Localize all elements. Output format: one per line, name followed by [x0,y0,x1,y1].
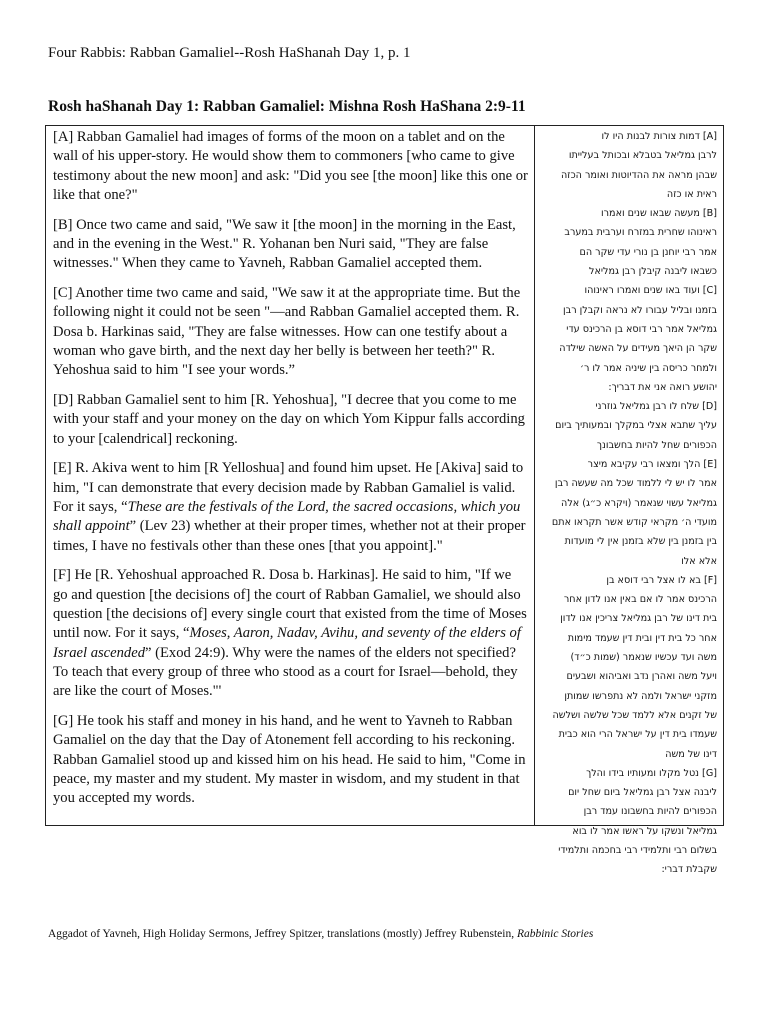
hebrew-line: של זקנים אלא ללמד שכל שלשה ושלשה [552,709,717,721]
paragraph-f-text: [F] He [R. Yehoshual approached R. Dosa b. Harkinas]. He said to him, "If we go and question [the decisions of] the court of Rabban Gamaliel, we should also question [the decisions of] every single court that existed from the time of Moses until now. For it says, “ [53,567,527,642]
hebrew-line: גמליאל עשוי שנאמר (ויקרא כ״ג) אלה [561,497,717,509]
hebrew-line: כשבאו ליבנה קיבלן רבן גמליאל [589,266,717,278]
english-translation-column [46,126,535,825]
paragraph-c: [C] Another time two came and said, "We saw it at the appropriate time. But the following night it could not be seen "—and Rabban Gamaliel accepted them. R. Dosa b. Harkinas said, "They are false witnesses. How can one testify about a woman who gave birth, and the next day her belly is between her teeth?" R. Yehoshua said to him "I see your words.” [53,285,521,379]
page-header: Four Rabbis: Rabban Gamaliel--Rosh HaShanah Day 1, p. 1 [48,45,411,61]
hebrew-line: אלא אלו [681,555,717,567]
paragraph-g: [G] He took his staff and money in his hand, and he went to Yavneh to Rabban Gamaliel on the day that the Day of Atonement fell according to his reckoning. Rabban Gamaliel stood up and kissed him on his head. He said to him, "Come in peace, my master and my student. My master in wisdom, and my student in that you accepted my words. [53,713,526,807]
hebrew-line: שקבלת דברי: [661,864,717,876]
paragraph-b: [B] Once two came and said, "We saw it [the moon] in the morning in the East, and in the evening in the West." R. Yohanan ben Nuri said, "They are false witnesses." When they came to Yavneh, Rabban Gamaliel accepted them. [53,216,516,272]
paragraph-e-citation: ” (Lev 23) whether at their proper times, whether not at their proper times, I have no festivals other than these ones [that you appoint]." [53,518,526,554]
paragraph-f-citation: ” (Exod 24:9). Why were the names of the elders not specified? To teach that every group of three who stood as a court for Israel—behold, they are like the court of Moses."' [53,644,518,700]
hebrew-line: גמליאל אמר רבי דוסא בן הרכינס עדי [566,323,717,335]
page-footer [48,927,593,941]
hebrew-line: ראינוהו שחרית במזרח וערבית במערב [564,227,717,239]
hebrew-line: שעמדו בית דין על ישראל הרי הוא כבית [558,729,717,741]
hebrew-line: [F] בא לו אצל רבי דוסא בן [606,574,717,586]
paragraph-a: [A] Rabban Gamaliel had images of forms of the moon on a tablet and on the wall of his upper-story. He would show them to commoners [who came to give testimony about the new moon] and ask: "Did you see [the moon] like this one or like that one?" [53,129,528,203]
hebrew-line: [A] דמות צורות לבנות היו לו [601,131,717,142]
hebrew-line: מזקני ישראל ולמה לא נתפרשו שמותן [564,690,717,702]
footer-book-title: Rabbinic Stories [516,928,594,940]
hebrew-line: אמר רבי יוחנן בן נורי עדי שקר הם [579,246,717,258]
paragraph-d: [D] Rabban Gamaliel sent to him [R. Yehoshua], "I decree that you come to me with your staff and your money on the day on which Yom Kippur falls according to your [calendrical] reckoning. [53,392,525,447]
hebrew-line: הרכינס אמר לו אם באין אנו לדון אחר [563,594,717,606]
hebrew-line: שקר הן היאך מעידים על האשה שילדה [559,343,717,355]
hebrew-line: [G] נטל מקלו ומעותיו בידו והלך [586,767,717,779]
hebrew-line: [C] ועוד באו שנים ואמרו ראינוהו [584,285,717,297]
hebrew-line: שבהן מראה את ההדיוטות ואומר הכזה [561,169,717,181]
hebrew-line: הכפורים שחל להיות בחשבונך [596,439,717,451]
hebrew-line: עליך שתבא אצלי במקלך ובמעותיך ביום [555,420,717,432]
paragraph-f-quote: Moses, Aaron, Nadav, Avihu, and seventy of the elders of Israel ascended [53,625,521,661]
hebrew-line: מועדי ה׳ מקראי קודש אשר תקראו אתם [551,516,717,528]
paragraph-e-text: [E] R. Akiva went to him [R Yelloshua] and found him upset. He [Akiva] said to him, "I can demonstrate that every decision made by Rabban Gamaliel is valid. For it says, “ [53,460,524,516]
hebrew-line: דינו של משה [665,748,717,760]
document-title: Rosh haShanah Day 1: Rabban Gamaliel: Mishna Rosh HaShana 2:9-11 [48,98,526,115]
hebrew-line: [B] מעשה שבאו שנים ואמרו [601,208,717,220]
hebrew-line: בין בזמנן בין שלא בזמנן אין לי מועדות [564,536,717,548]
hebrew-line: ויעל משה ואהרן נדב ואביהוא ושבעים [566,671,717,683]
hebrew-line: גמליאל ונשקו על ראשו אמר לו בוא [572,825,717,837]
hebrew-line: ולמחר כריסה בין שיניה אמר לו ר׳ [579,362,717,374]
hebrew-line: בזמנו ובליל עבורו לא נראה וקבלן רבן [563,304,717,316]
hebrew-original-column [535,126,723,876]
hebrew-line: ליבנה אצל רבן גמליאל ביום שחל יום [568,787,717,799]
hebrew-line: אחר כל בית דין ובית דין שעמד מימות [567,632,717,644]
hebrew-line: הכפורים להיות בחשבונו עמד רבן [583,806,717,818]
hebrew-line: [E] הלך ומצאו רבי עקיבא מיצר [587,459,717,471]
hebrew-line: יהושע רואה אני את דבריך: [608,381,717,393]
hebrew-line: בשלום רבי ותלמידי רבי בחכמה ותלמידי [558,844,717,856]
paragraph-e-quote: These are the festivals of the Lord, the sacred occasions, which you shall appoint [53,499,521,535]
hebrew-line: ראית או כזה [666,188,717,200]
paragraph-e [53,459,528,555]
text-table [45,125,724,876]
hebrew-line: [D] שלח לו רבן גמליאל גוזרני [595,401,717,413]
hebrew-line: בית דינו של רבן גמליאל צריכין אנו לדון [560,613,717,625]
paragraph-f [53,566,528,701]
hebrew-line: משה ועד עכשיו שנאמר (שמות כ״ד) [570,652,717,664]
hebrew-line: לרבן גמליאל בטבלא ובכותל בעלייתו [568,150,717,162]
hebrew-line: אמר לו יש לי ללמוד שכל מה שעשה רבן [554,478,717,490]
footer-citation: Aggadot of Yavneh, High Holiday Sermons, Jeffrey Spitzer, translations (mostly) Jeffrey Rubenstein, [48,928,517,940]
